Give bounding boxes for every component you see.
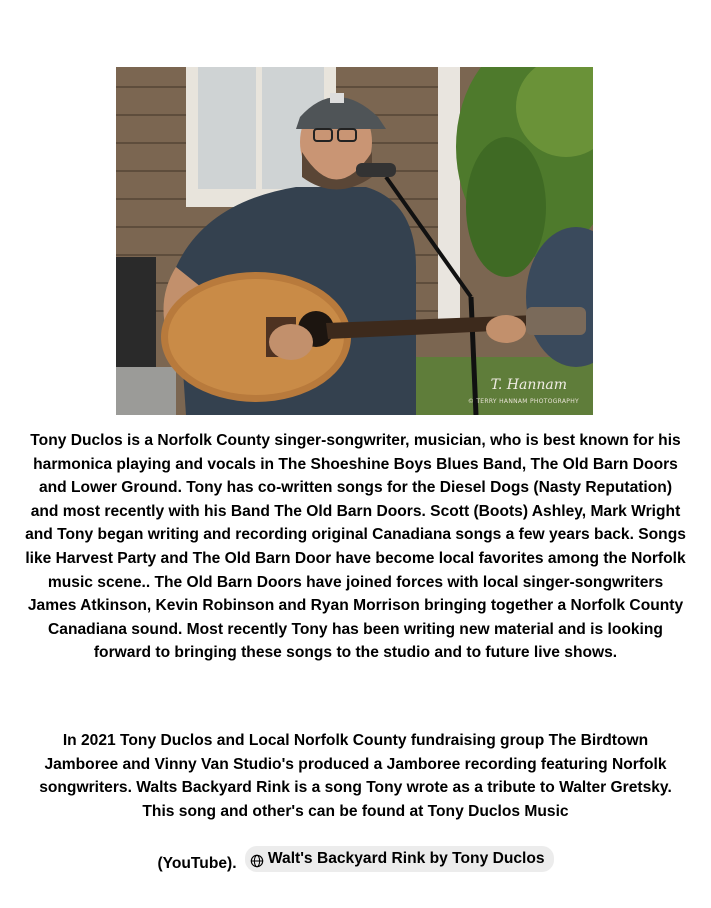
photo-illustration [116,67,593,415]
musician-photo [116,67,593,415]
walts-backyard-rink-link[interactable] [245,846,554,872]
photo-watermark: © TERRY HANNAM PHOTOGRAPHY [467,398,579,405]
photographer-signature: T. Hannam [490,377,567,393]
link-label: Walt's Backyard Rink by Tony Duclos [267,850,545,867]
youtube-prefix: (YouTube). [157,855,237,872]
globe-icon [250,852,264,866]
bio-paragraph-3 [0,846,711,876]
bio-paragraph-1: Tony Duclos is a Norfolk County singer-songwriter, musician, who is best known for his harmonica playing and vocals in The Shoeshine Boys Blues Band, The Old Barn Doors and Lower Ground. Tony has co-written songs for the Diesel Dogs (Nasty Reputation) and most recently with his Band The Old Barn Doors. Scott (Boots) Ashley, Mark Wright and Tony began writing and recording original Canadiana songs a few years back. Songs like Harvest Party and The Old Barn Door have become local favorites among the Norfolk music scene.. The Old Barn Doors have joined forces with local singer-songwriters James Atkinson, Kevin Robinson and Ryan Morrison bringing together a Norfolk County Canadiana sound. Most recently Tony has been writing new material and is looking forward to bringing these songs to the studio and to future live shows. [25,432,686,662]
bio-paragraph-2: In 2021 Tony Duclos and Local Norfolk County fundraising group The Birdtown Jamboree and Vinny Van Studio's produced a Jamboree recording featuring Norfolk songwriters. Walts Backyard Rink is a song Tony wrote as a tribute to Walter Gretsky. This song and other's can be found at Tony Duclos Music [39,732,672,820]
